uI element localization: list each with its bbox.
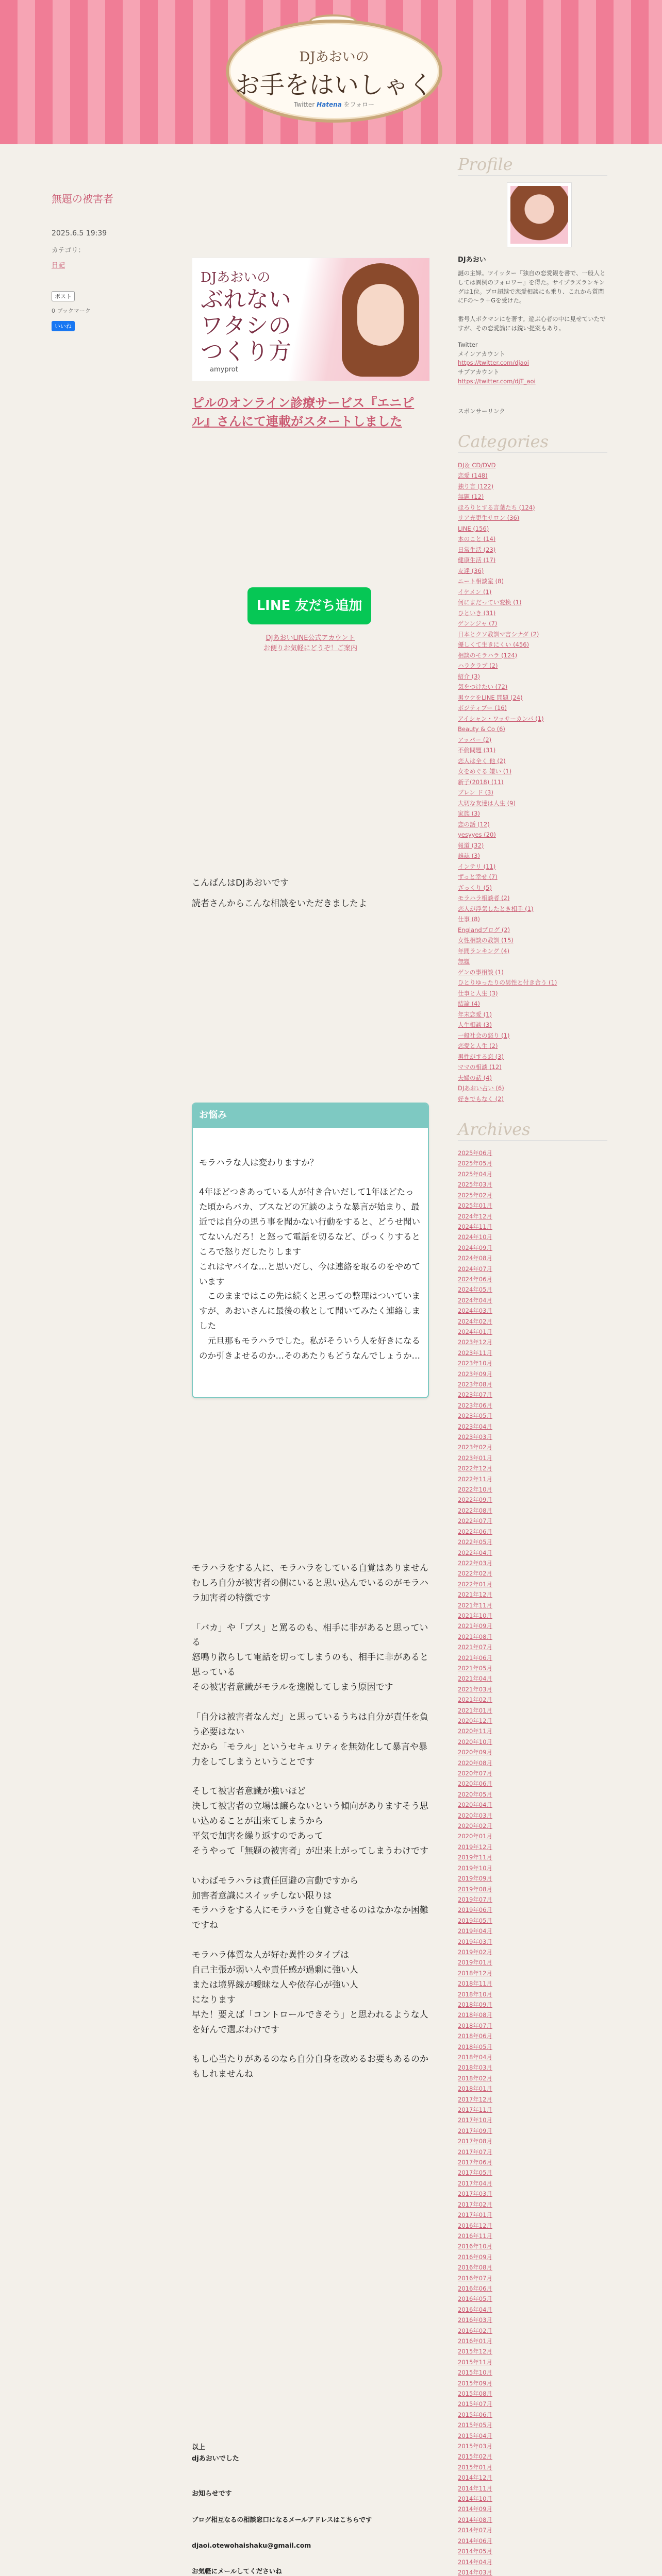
- category-item[interactable]: 新子(2018) (11): [458, 778, 504, 786]
- category-item[interactable]: 恋人は全く 他 (2): [458, 757, 506, 765]
- category-item[interactable]: 好きでもなく (2): [458, 1095, 504, 1103]
- archive-item[interactable]: 2020年07月: [458, 1770, 492, 1777]
- archive-item[interactable]: 2024年01月: [458, 1328, 492, 1335]
- category-item[interactable]: 家族 (3): [458, 810, 480, 818]
- archive-item[interactable]: 2019年05月: [458, 1917, 492, 1924]
- archive-item[interactable]: 2023年07月: [458, 1391, 492, 1399]
- archive-item[interactable]: 2019年11月: [458, 1854, 492, 1861]
- category-item[interactable]: Englandプログ (2): [458, 926, 510, 934]
- category-item[interactable]: ブレン ド (3): [458, 789, 493, 796]
- category-item[interactable]: ポジティブー (16): [458, 704, 507, 712]
- archive-item[interactable]: 2020年05月: [458, 1790, 492, 1798]
- archive-item[interactable]: 2021年04月: [458, 1675, 492, 1683]
- category-item[interactable]: 男ウケをLINE 問題 (24): [458, 693, 523, 701]
- brand-suffix: をフォロー: [343, 101, 374, 108]
- category-item[interactable]: 仕事と人生 (3): [458, 989, 498, 997]
- archive-item[interactable]: 2017年02月: [458, 2200, 492, 2208]
- category-item[interactable]: 夫婦の話 (4): [458, 1074, 492, 1081]
- category-item[interactable]: モラハラ相談者 (2): [458, 894, 510, 902]
- category-item[interactable]: ひとりゆったりの男性と付き合う (1): [458, 979, 557, 987]
- archive-item[interactable]: 2020年04月: [458, 1801, 492, 1809]
- archive-item[interactable]: 2017年06月: [458, 2159, 492, 2166]
- archive-item[interactable]: 2019年12月: [458, 1843, 492, 1851]
- archive-item[interactable]: 2014年08月: [458, 2516, 492, 2523]
- category-item[interactable]: 優しくて生きにくい (456): [458, 641, 529, 649]
- promo-link[interactable]: ピルのオンライン診療サービス『エニピル』さんにて連載がスタートしました: [192, 396, 415, 429]
- archive-item[interactable]: 2021年06月: [458, 1654, 492, 1662]
- category-item[interactable]: 友達 (36): [458, 567, 484, 574]
- archive-item[interactable]: 2022年09月: [458, 1496, 492, 1504]
- archive-item[interactable]: 2014年06月: [458, 2537, 492, 2545]
- category-item[interactable]: 独り言 (122): [458, 482, 494, 490]
- archive-item[interactable]: 2023年03月: [458, 1433, 492, 1441]
- archive-item[interactable]: 2018年12月: [458, 1969, 492, 1977]
- category-item[interactable]: 報道 (32): [458, 841, 484, 849]
- category-item[interactable]: 紹介 (3): [458, 672, 480, 680]
- archive-item[interactable]: 2016年08月: [458, 2264, 492, 2272]
- archive-item[interactable]: 2021年12月: [458, 1591, 492, 1599]
- category-item[interactable]: アッパー (2): [458, 736, 492, 743]
- line-add-friend-button[interactable]: LINE 友だち追加: [247, 587, 371, 624]
- brand-name: Hatena: [317, 101, 342, 108]
- archive-item[interactable]: 2025年06月: [458, 1149, 492, 1157]
- archive-item[interactable]: 2024年04月: [458, 1296, 492, 1304]
- archive-item[interactable]: 2014年03月: [458, 2568, 492, 2576]
- archive-item[interactable]: 2024年03月: [458, 1307, 492, 1315]
- archive-item[interactable]: 2020年09月: [458, 1749, 492, 1756]
- category-item[interactable]: 恋人が浮気したとき相手 (1): [458, 905, 534, 912]
- banner-logo: amyprot: [210, 366, 238, 374]
- hatena-bookmark-button[interactable]: 0 ブックマーク: [52, 308, 91, 314]
- archive-list: [458, 1148, 607, 2576]
- archive-item[interactable]: 2017年10月: [458, 2116, 492, 2124]
- category-item[interactable]: ゲンの事相談 (1): [458, 968, 504, 976]
- archive-item[interactable]: 2016年05月: [458, 2295, 492, 2303]
- archive-item[interactable]: 2024年09月: [458, 1244, 492, 1251]
- archive-item[interactable]: 2018年05月: [458, 2043, 492, 2050]
- category-item[interactable]: インテリ (11): [458, 862, 496, 870]
- archive-item[interactable]: 2016年01月: [458, 2337, 492, 2345]
- category-item[interactable]: Beauty & Co (6): [458, 725, 505, 733]
- profile-text: 謎の主婦。ツイッター『独自の恋愛観を書で、一般人としては異例のフォロワー』を得た。サイプラズランキングは1位。ブロ超越で恋愛相談にも乗り、これから質問にFの〜ラ＋Gを受けた。 番号人ボクマンにを著す。遊ぶ心者の中に見せていたですが、その恋愛論には鋭い提案もあり。: [458, 269, 606, 332]
- category-item[interactable]: 女をめぐる 嫌い (1): [458, 768, 512, 775]
- archive-item[interactable]: 2021年08月: [458, 1633, 492, 1640]
- answer-text: モラハラをする人に、モラハラをしている自覚はありません むしろ自分が被害者の側にいると思い込んでいるのがモラハラ加害者の特徴です 「バカ」や「ブス」と罵るのも、相手に非があると思っている 怒鳴り散らして電話を切ってしまうのも、相手に非があると思っている その被害者意識がモラルを逸脱してしまう原因です 「自分は被害者なんだ」と思っているうちは自分が責任を負う必要はない だから「モラル」というセキュリティを無効化して暴言や暴力をしてしまうということです そして被害者意識が強いほど 決して被害者の立場は譲らないという傾向がありますそう思い込めることが出来てしまうから 平気で加害を繰り返すのであって そうやって「無題の被害者」が出来上がってしまうわけです いわばモラハラは責任回避の言動ですから 加害者意識にスイッチしない限りは モラハラをする人にモラハラを自覚させるのはなかなか困難ですね モラハラ体質な人が好む異性のタイプは 自己主張が弱い人や責任感が過剰に強い人 または境界線が曖昧な人や依存心が強い人 になります 早た！要えば「コントロールできそう」と思われるような人を好んで選ぶわけです もし心当たりがあるのなら自分自身を改めるお要もあるのかもしれませんね: [192, 1563, 428, 2080]
- category-item[interactable]: ほろりとする言葉たち (124): [458, 503, 535, 511]
- category-item[interactable]: 人生相談 (3): [458, 1021, 492, 1029]
- category-item[interactable]: ずっと幸せ (7): [458, 873, 498, 881]
- banner-line2: ぶれない ワタシの つくり方: [201, 286, 291, 365]
- banner-line1: DJあおいの: [201, 270, 271, 285]
- category-item[interactable]: 結論 (4): [458, 1000, 480, 1008]
- archive-item[interactable]: 2025年05月: [458, 1160, 492, 1167]
- archive-item[interactable]: 2022年05月: [458, 1538, 492, 1546]
- archive-item[interactable]: 2016年09月: [458, 2253, 492, 2261]
- tweet-button[interactable]: ポスト: [52, 291, 75, 301]
- category-item[interactable]: ママの相談 (12): [458, 1063, 502, 1071]
- archive-item[interactable]: 2016年11月: [458, 2232, 492, 2240]
- category-item[interactable]: 何にまだってい変換 (1): [458, 599, 522, 606]
- archive-item[interactable]: 2016年04月: [458, 2306, 492, 2313]
- like-button[interactable]: いいね: [52, 321, 75, 331]
- entry-date: 2025.6.5 19:39: [52, 229, 107, 238]
- line-caption-guide[interactable]: お便りお気軽にどうぞ！ご案内: [263, 645, 357, 652]
- category-item[interactable]: 一般社会の怒り (1): [458, 1031, 510, 1039]
- category-item[interactable]: ひといき (31): [458, 609, 496, 617]
- archive-item[interactable]: 2017年09月: [458, 2127, 492, 2134]
- twitter-label: Twitter: [458, 341, 478, 348]
- category-item[interactable]: ハラクラブ (2): [458, 662, 498, 670]
- archive-item[interactable]: 2024年05月: [458, 1286, 492, 1294]
- archive-item[interactable]: 2015年09月: [458, 2379, 492, 2387]
- category-item[interactable]: 本のこと (14): [458, 535, 496, 543]
- category-item[interactable]: リア充更生サロン (36): [458, 514, 520, 522]
- archive-item[interactable]: 2021年02月: [458, 1696, 492, 1704]
- archive-item[interactable]: 2015年05月: [458, 2421, 492, 2429]
- archive-item[interactable]: 2020年12月: [458, 1717, 492, 1724]
- archive-item[interactable]: 2018年11月: [458, 1980, 492, 1988]
- site-header: [0, 0, 662, 144]
- category-item[interactable]: 男性がする恋 (3): [458, 1053, 504, 1060]
- archive-item[interactable]: 2014年10月: [458, 2495, 492, 2503]
- category-item[interactable]: 相談のモラハラ (124): [458, 651, 518, 659]
- archive-item[interactable]: 2019年01月: [458, 1959, 492, 1967]
- archive-item[interactable]: 2014年05月: [458, 2548, 492, 2555]
- category-item[interactable]: 年間ランキング (4): [458, 947, 510, 955]
- avatar: [507, 183, 571, 247]
- archive-item[interactable]: 2016年06月: [458, 2284, 492, 2292]
- category-item[interactable]: ざっくり (5): [458, 884, 492, 891]
- twitter-main-link[interactable]: https://twitter.com/djaoi: [458, 359, 529, 367]
- archive-item[interactable]: 2014年11月: [458, 2484, 492, 2492]
- archive-item[interactable]: 2017年07月: [458, 2148, 492, 2156]
- category-item[interactable]: アイシャン・ワッサーカンパ (1): [458, 715, 544, 722]
- archive-item[interactable]: 2016年07月: [458, 2274, 492, 2282]
- notice-text: ブログ相互なるの相談窓口になるメールアドレスはこちらです: [192, 2516, 372, 2523]
- archive-item[interactable]: 2018年10月: [458, 1990, 492, 1998]
- category-item[interactable]: 仕事 (8): [458, 916, 480, 923]
- question-box-header: お悩み: [193, 1104, 428, 1128]
- banner-illustration: [342, 263, 419, 377]
- archive-item[interactable]: 2022年01月: [458, 1580, 492, 1588]
- greeting-line2: 読者さんからこんな相談をいただきましたよ: [192, 899, 367, 909]
- category-item[interactable]: ニート相談室 (8): [458, 578, 504, 585]
- archive-item[interactable]: 2017年03月: [458, 2190, 492, 2198]
- archive-item[interactable]: 2019年08月: [458, 1885, 492, 1893]
- header-logo[interactable]: [226, 20, 442, 123]
- archive-item[interactable]: 2019年02月: [458, 1948, 492, 1956]
- category-label: カテゴリ：: [52, 247, 85, 255]
- question-box-body: モラハラな人は変わりますか？ 4年ほどつきあっている人が付き合いだして1年ほどたった頃からバカ、ブスなどの冗談のような暴言が始まり、最近では自分の思う事を聞かない行動をすると、どうせ聞いてないんだろ！と怒って電話を切るなど、ぴっくりするところで怒りだしたりします これはヤバイな…と思いだし、今は連絡を取るのをやめています このままではこの先は続くと思っての整理はついていますが、あおいさんに最後の救として聞いてみたく連絡しました 元旦那もモラハラでした。私がそういう人を好きになるのか引きよせるのか…そのあたりもどうなんでしょうか…: [199, 1157, 420, 1361]
- contact-email[interactable]: djaoi.otewohaishaku@gmail.com: [192, 2541, 311, 2549]
- category-item[interactable]: yesyyes (20): [458, 831, 496, 839]
- archive-item[interactable]: 2020年11月: [458, 1727, 492, 1735]
- entry-body: [192, 258, 429, 2575]
- archive-item[interactable]: 2023年05月: [458, 1412, 492, 1420]
- archive-item[interactable]: 2018年02月: [458, 2074, 492, 2082]
- entry-meta: [52, 191, 129, 336]
- archive-item[interactable]: 2022年10月: [458, 1486, 492, 1494]
- archive-item[interactable]: 2015年03月: [458, 2443, 492, 2450]
- archive-item[interactable]: 2023年02月: [458, 1444, 492, 1451]
- archive-item[interactable]: 2023年09月: [458, 1370, 492, 1378]
- archive-item[interactable]: 2022年11月: [458, 1475, 492, 1483]
- profile-heading: Profile: [458, 155, 607, 176]
- category-list: [458, 460, 607, 1105]
- category-item[interactable]: DJあおい占い (6): [458, 1084, 504, 1092]
- archive-item[interactable]: 2019年10月: [458, 1864, 492, 1872]
- archive-item[interactable]: 2022年06月: [458, 1528, 492, 1535]
- category-item[interactable]: 健康生活 (17): [458, 556, 496, 564]
- twitter-sub-label: サブアカウント: [458, 368, 500, 376]
- category-item[interactable]: 日常生活 (23): [458, 546, 496, 553]
- closing-text: 以上 djあおいでした: [192, 2444, 239, 2463]
- site-title[interactable]: お手をはいしゃく: [235, 71, 433, 99]
- sidebar: [458, 155, 607, 2576]
- archive-item[interactable]: 2021年11月: [458, 1601, 492, 1609]
- notice-footer: お気軽にメールしてくださいね: [192, 2567, 282, 2575]
- archive-item[interactable]: 2022年12月: [458, 1465, 492, 1472]
- category-item[interactable]: LINE (156): [458, 524, 489, 532]
- category-item[interactable]: 無題: [458, 958, 470, 965]
- category-item[interactable]: 年末恋愛 (1): [458, 1010, 492, 1018]
- archive-item[interactable]: 2017年05月: [458, 2169, 492, 2177]
- archive-item[interactable]: 2020年01月: [458, 1833, 492, 1840]
- archive-item[interactable]: 2024年08月: [458, 1255, 492, 1262]
- category-item[interactable]: イケメン (1): [458, 588, 492, 596]
- category-item[interactable]: 不倫問題 (31): [458, 747, 496, 754]
- archive-item[interactable]: 2014年09月: [458, 2505, 492, 2513]
- category-item[interactable]: 無題 (12): [458, 493, 484, 501]
- archive-item[interactable]: 2019年07月: [458, 1895, 492, 1903]
- brand-prefix: Twitter: [294, 101, 315, 108]
- archive-item[interactable]: 2016年02月: [458, 2327, 492, 2334]
- archive-item[interactable]: 2015年08月: [458, 2390, 492, 2397]
- archive-item[interactable]: 2016年10月: [458, 2243, 492, 2250]
- category-item[interactable]: 恋の話 (12): [458, 820, 490, 828]
- archive-item[interactable]: 2021年09月: [458, 1622, 492, 1630]
- archive-item[interactable]: 2024年02月: [458, 1317, 492, 1325]
- archive-item[interactable]: 2020年10月: [458, 1738, 492, 1745]
- archive-item[interactable]: 2019年04月: [458, 1927, 492, 1935]
- archives-heading: Archives: [458, 1120, 607, 1141]
- archive-item[interactable]: 2022年04月: [458, 1549, 492, 1556]
- archive-item[interactable]: 2019年09月: [458, 1875, 492, 1883]
- header-subtitle: DJあおいの: [299, 49, 369, 65]
- archive-item[interactable]: 2023年12月: [458, 1338, 492, 1346]
- archive-item[interactable]: 2023年08月: [458, 1381, 492, 1388]
- archive-item[interactable]: 2015年12月: [458, 2348, 492, 2355]
- archive-item[interactable]: 2015年11月: [458, 2358, 492, 2366]
- category-item[interactable]: 日本とクソ教訓マ言シナダ (2): [458, 630, 539, 638]
- archive-item[interactable]: 2016年03月: [458, 2316, 492, 2324]
- archive-item[interactable]: 2018年09月: [458, 2001, 492, 2008]
- category-item[interactable]: 気をつけたい (72): [458, 683, 508, 691]
- column-banner[interactable]: [192, 258, 430, 381]
- archive-item[interactable]: 2014年07月: [458, 2527, 492, 2534]
- twitter-sub-link[interactable]: https://twitter.com/djT_aoi: [458, 377, 536, 385]
- category-item[interactable]: 恋愛と人生 (2): [458, 1042, 498, 1050]
- archive-item[interactable]: 2021年03月: [458, 1685, 492, 1693]
- archive-item[interactable]: 2018年01月: [458, 2085, 492, 2093]
- category-item[interactable]: 雑誌 (3): [458, 852, 480, 860]
- question-box: [192, 1103, 429, 1398]
- archive-item[interactable]: 2023年06月: [458, 1401, 492, 1409]
- archive-item[interactable]: 2017年08月: [458, 2138, 492, 2145]
- archive-item[interactable]: 2019年03月: [458, 1938, 492, 1945]
- categories-heading: Categories: [458, 432, 607, 453]
- line-caption-account[interactable]: DJあおいLINE公式アカウント: [266, 634, 355, 642]
- archive-item[interactable]: 2015年01月: [458, 2463, 492, 2471]
- archive-item[interactable]: 2023年01月: [458, 1454, 492, 1462]
- archive-item[interactable]: 2018年04月: [458, 2054, 492, 2061]
- archive-item[interactable]: 2022年08月: [458, 1506, 492, 1514]
- category-item[interactable]: 大切な友達は人生 (9): [458, 799, 516, 807]
- archive-item[interactable]: 2019年06月: [458, 1906, 492, 1914]
- header-brand[interactable]: [229, 100, 439, 109]
- archive-item[interactable]: 2020年06月: [458, 1780, 492, 1788]
- archive-item[interactable]: 2018年07月: [458, 2022, 492, 2029]
- entry-title[interactable]: 無題の被害者: [52, 193, 113, 205]
- archive-item[interactable]: 2021年10月: [458, 1612, 492, 1619]
- archive-item[interactable]: 2018年03月: [458, 2064, 492, 2072]
- archive-item[interactable]: 2024年10月: [458, 1233, 492, 1241]
- archive-item[interactable]: 2022年07月: [458, 1517, 492, 1525]
- greeting-line1: こんばんはDJあおいです: [192, 878, 289, 888]
- archive-item[interactable]: 2023年04月: [458, 1422, 492, 1430]
- archive-item[interactable]: 2020年02月: [458, 1822, 492, 1830]
- archive-item[interactable]: 2020年03月: [458, 1811, 492, 1819]
- notice-title: お知らせです: [192, 2490, 232, 2498]
- archive-item[interactable]: 2024年06月: [458, 1275, 492, 1283]
- archive-item[interactable]: 2015年07月: [458, 2400, 492, 2408]
- archive-item[interactable]: 2025年02月: [458, 1191, 492, 1199]
- archive-item[interactable]: 2024年11月: [458, 1223, 492, 1230]
- archive-item[interactable]: 2017年11月: [458, 2106, 492, 2114]
- archive-item[interactable]: 2016年12月: [458, 2222, 492, 2229]
- category-item[interactable]: ゲンンジャ (7): [458, 620, 498, 628]
- archive-item[interactable]: 2017年12月: [458, 2095, 492, 2103]
- archive-item[interactable]: 2015年10月: [458, 2369, 492, 2377]
- archive-item[interactable]: 2024年12月: [458, 1212, 492, 1220]
- category-item[interactable]: 恋愛 (148): [458, 472, 488, 480]
- category-item[interactable]: 女性相談の教訓 (15): [458, 937, 514, 944]
- archive-item[interactable]: 2017年01月: [458, 2211, 492, 2219]
- archive-item[interactable]: 2022年03月: [458, 1559, 492, 1567]
- archive-item[interactable]: 2015年02月: [458, 2453, 492, 2461]
- category-link[interactable]: 日記: [52, 262, 65, 269]
- archive-item[interactable]: 2020年08月: [458, 1759, 492, 1767]
- archive-item[interactable]: 2015年04月: [458, 2432, 492, 2439]
- archive-item[interactable]: 2014年12月: [458, 2474, 492, 2482]
- archive-item[interactable]: 2025年03月: [458, 1181, 492, 1189]
- archive-item[interactable]: 2022年02月: [458, 1570, 492, 1578]
- archive-item[interactable]: 2025年01月: [458, 1202, 492, 1210]
- sponsored-label: スポンサーリンク: [458, 407, 505, 415]
- archive-item[interactable]: 2017年04月: [458, 2179, 492, 2187]
- archive-item[interactable]: 2024年07月: [458, 1265, 492, 1273]
- archive-item[interactable]: 2023年11月: [458, 1349, 492, 1357]
- archive-item[interactable]: 2021年07月: [458, 1643, 492, 1651]
- archive-item[interactable]: 2023年10月: [458, 1360, 492, 1367]
- archive-item[interactable]: 2014年04月: [458, 2558, 492, 2566]
- archive-item[interactable]: 2021年05月: [458, 1664, 492, 1672]
- archive-item[interactable]: 2025年04月: [458, 1170, 492, 1178]
- archive-item[interactable]: 2015年06月: [458, 2411, 492, 2418]
- archive-item[interactable]: 2018年06月: [458, 2032, 492, 2040]
- archive-item[interactable]: 2018年08月: [458, 2011, 492, 2019]
- profile-name: DJあおい: [458, 256, 486, 264]
- twitter-main-label: メインアカウント: [458, 350, 505, 358]
- category-item[interactable]: DJ＆ CD/DVD: [458, 461, 496, 469]
- archive-item[interactable]: 2021年01月: [458, 1706, 492, 1714]
